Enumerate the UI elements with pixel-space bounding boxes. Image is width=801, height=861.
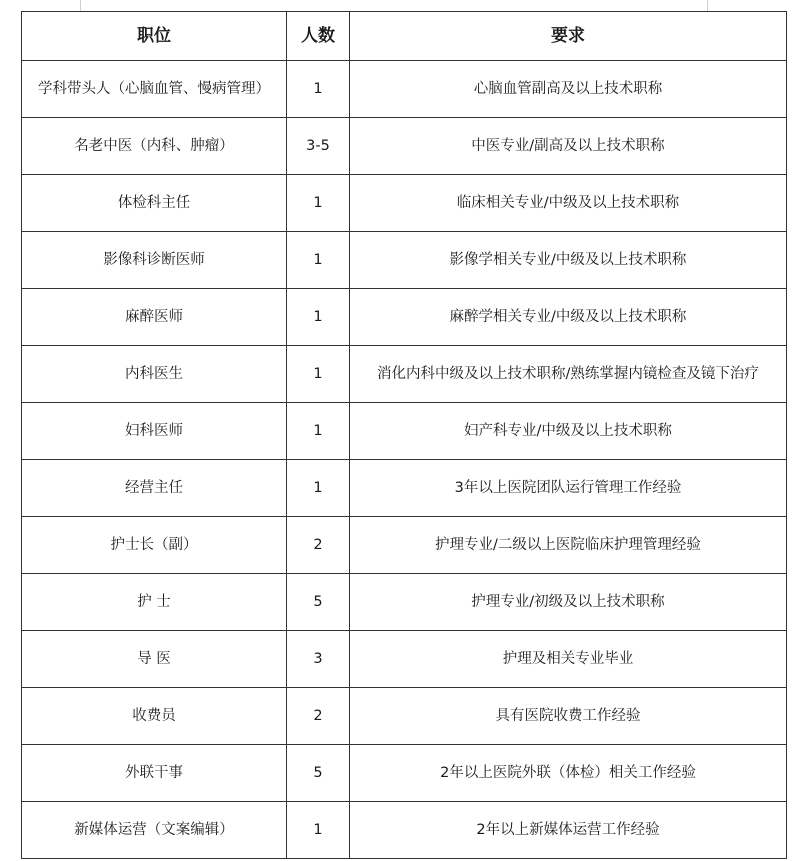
- header-count: 人数: [287, 12, 350, 61]
- cell-position: 护士长（副）: [22, 517, 287, 574]
- cell-requirement: 3年以上医院团队运行管理工作经验: [350, 460, 787, 517]
- cell-count: 1: [287, 232, 350, 289]
- cell-count: 1: [287, 175, 350, 232]
- cell-count: 1: [287, 346, 350, 403]
- cell-position: 学科带头人（心脑血管、慢病管理）: [22, 61, 287, 118]
- table-row: [22, 118, 787, 175]
- cell-position: 外联干事: [22, 745, 287, 802]
- table-row: [22, 517, 787, 574]
- header-row: [22, 12, 787, 61]
- cell-requirement: 护理专业/初级及以上技术职称: [350, 574, 787, 631]
- cell-requirement: 麻醉学相关专业/中级及以上技术职称: [350, 289, 787, 346]
- cell-position: 体检科主任: [22, 175, 287, 232]
- table-row: [22, 61, 787, 118]
- cell-count: 5: [287, 574, 350, 631]
- table-row: [22, 460, 787, 517]
- cell-count: 1: [287, 403, 350, 460]
- table-row: [22, 346, 787, 403]
- cell-position: 经营主任: [22, 460, 287, 517]
- cell-position: 护 士: [22, 574, 287, 631]
- cell-count: 2: [287, 688, 350, 745]
- cell-position: 名老中医（内科、肿瘤）: [22, 118, 287, 175]
- cell-requirement: 中医专业/副高及以上技术职称: [350, 118, 787, 175]
- cell-count: 1: [287, 802, 350, 859]
- cell-requirement: 2年以上新媒体运营工作经验: [350, 802, 787, 859]
- cell-count: 2: [287, 517, 350, 574]
- cell-requirement: 妇产科专业/中级及以上技术职称: [350, 403, 787, 460]
- cell-requirement: 护理专业/二级以上医院临床护理管理经验: [350, 517, 787, 574]
- header-position: 职位: [22, 12, 287, 61]
- cell-position: 收费员: [22, 688, 287, 745]
- cell-requirement: 护理及相关专业毕业: [350, 631, 787, 688]
- cell-count: 3: [287, 631, 350, 688]
- cell-position: 导 医: [22, 631, 287, 688]
- cell-requirement: 消化内科中级及以上技术职称/熟练掌握内镜检查及镜下治疗: [350, 346, 787, 403]
- header-requirement: 要求: [350, 12, 787, 61]
- table-row: [22, 175, 787, 232]
- table-row: [22, 631, 787, 688]
- table-row: [22, 403, 787, 460]
- cell-count: 1: [287, 289, 350, 346]
- cell-requirement: 具有医院收费工作经验: [350, 688, 787, 745]
- cell-count: 5: [287, 745, 350, 802]
- cell-position: 内科医生: [22, 346, 287, 403]
- table-row: [22, 802, 787, 859]
- cell-position: 影像科诊断医师: [22, 232, 287, 289]
- recruitment-table: [21, 11, 787, 859]
- table-row: [22, 289, 787, 346]
- table-row: [22, 232, 787, 289]
- cell-requirement: 心脑血管副高及以上技术职称: [350, 61, 787, 118]
- cell-count: 3-5: [287, 118, 350, 175]
- cell-position: 妇科医师: [22, 403, 287, 460]
- table-row: [22, 574, 787, 631]
- table-row: [22, 688, 787, 745]
- cell-requirement: 2年以上医院外联（体检）相关工作经验: [350, 745, 787, 802]
- cell-position: 新媒体运营（文案编辑）: [22, 802, 287, 859]
- table-row: [22, 745, 787, 802]
- cell-requirement: 临床相关专业/中级及以上技术职称: [350, 175, 787, 232]
- cell-requirement: 影像学相关专业/中级及以上技术职称: [350, 232, 787, 289]
- cell-count: 1: [287, 61, 350, 118]
- cell-position: 麻醉医师: [22, 289, 287, 346]
- cell-count: 1: [287, 460, 350, 517]
